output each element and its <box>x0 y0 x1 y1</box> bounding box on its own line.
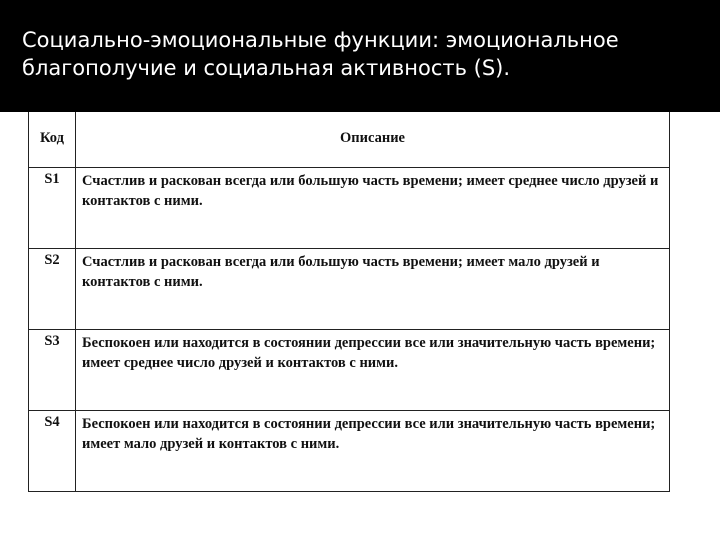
row-description: Счастлив и раскован всегда или большую часть времени; имеет мало друзей и контактов с ними. <box>76 249 670 330</box>
row-code: S4 <box>29 411 76 492</box>
row-code: S2 <box>29 249 76 330</box>
table-row <box>29 330 670 411</box>
row-description: Беспокоен или находится в состоянии депрессии все или значительную часть времени; имеет мало друзей и контактов с ними. <box>76 411 670 492</box>
row-code: S1 <box>29 168 76 249</box>
row-description: Счастлив и раскован всегда или большую часть времени; имеет среднее число друзей и контактов с ними. <box>76 168 670 249</box>
row-code: S3 <box>29 330 76 411</box>
title-band <box>0 0 720 112</box>
table-row <box>29 249 670 330</box>
functions-table <box>28 92 670 492</box>
row-description: Беспокоен или находится в состоянии депрессии все или значительную часть времени; имеет среднее число друзей и контактов с ними. <box>76 330 670 411</box>
header-code: Код <box>29 93 76 168</box>
slide-title: Социально-эмоциональные функции: эмоциональное благополучие и социальная активность (S). <box>22 28 619 80</box>
table-row <box>29 168 670 249</box>
table-row <box>29 411 670 492</box>
header-description: Описание <box>76 93 670 168</box>
table-container <box>28 92 670 492</box>
